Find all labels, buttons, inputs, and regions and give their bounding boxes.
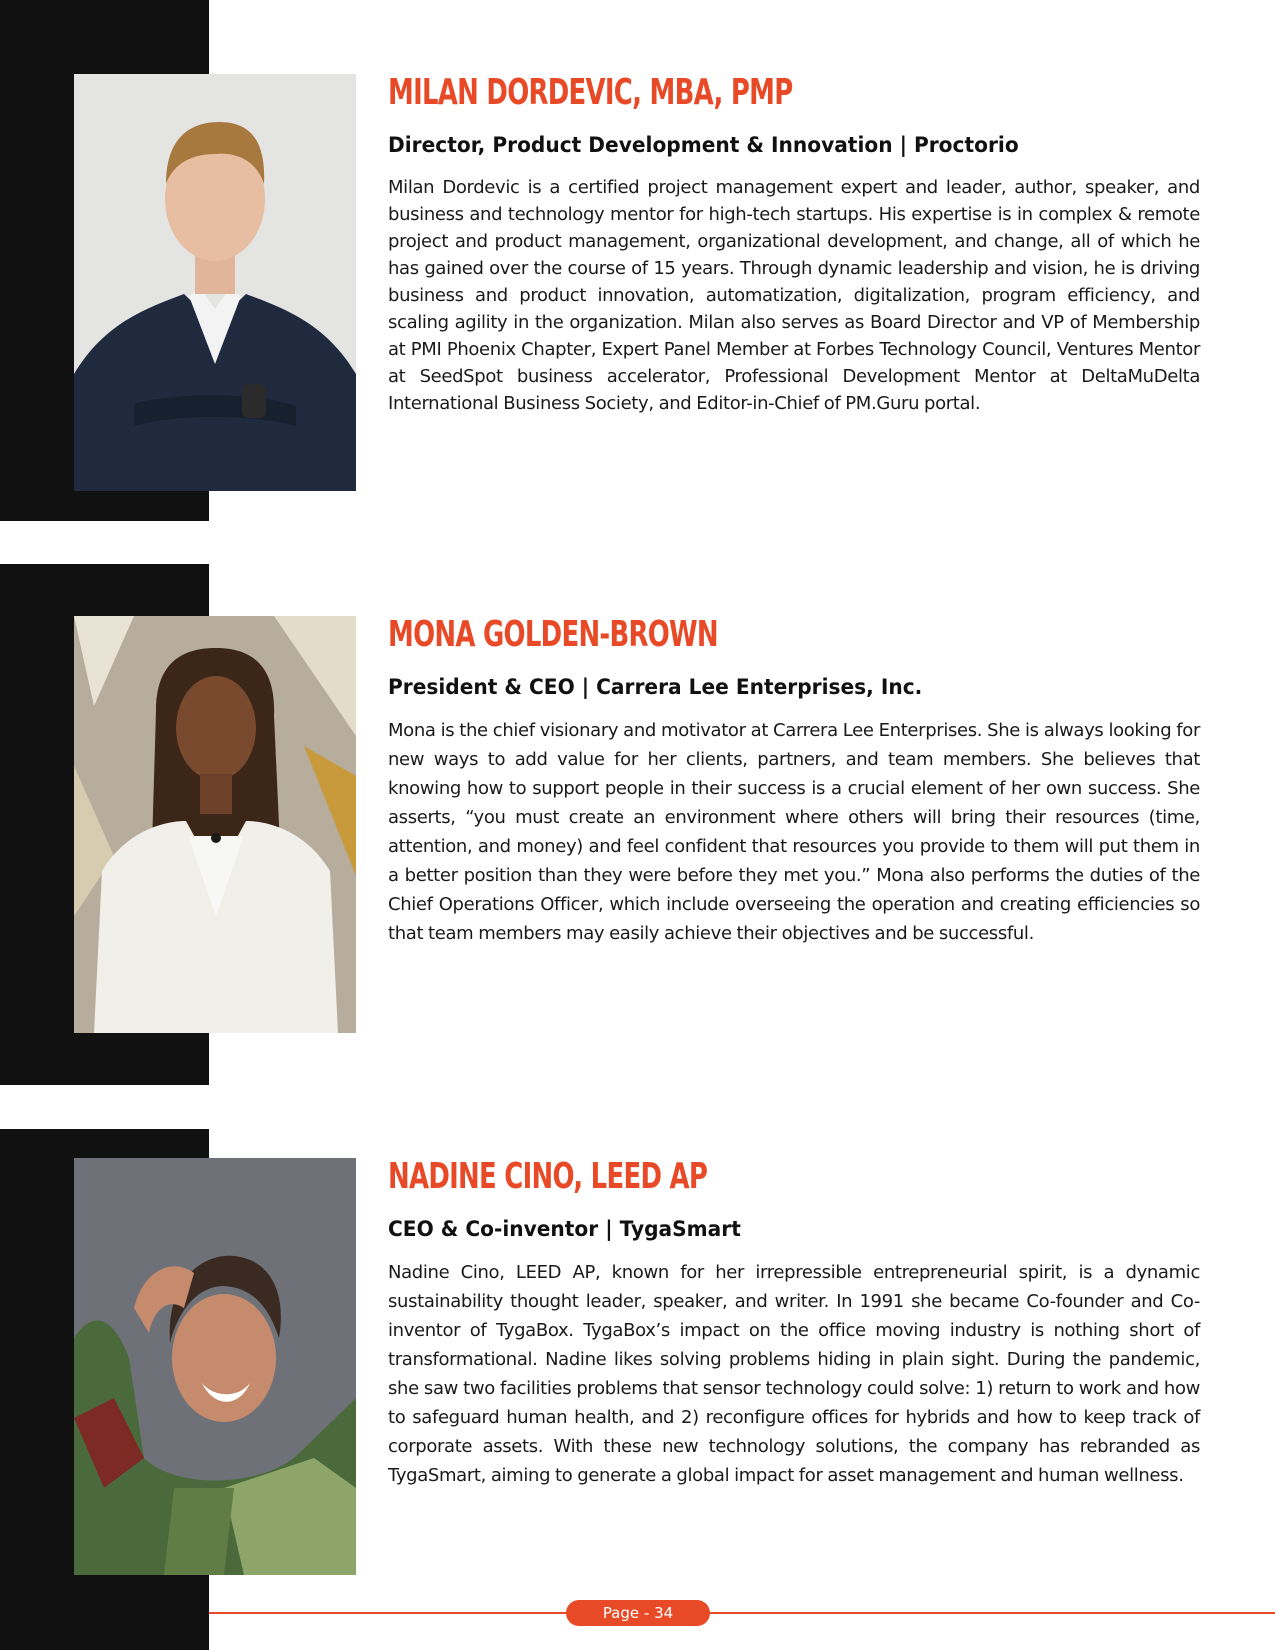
profile-role: CEO & Co-inventor | TygaSmart: [388, 1217, 741, 1241]
profile-role: Director, Product Development & Innovation | Proctorio: [388, 133, 1019, 157]
profile-name: NADINE CINO, LEED AP: [388, 1156, 708, 1197]
footer-divider: [209, 1612, 1275, 1614]
profile-milan-dordevic: [388, 70, 1200, 417]
profile-name: MONA GOLDEN-BROWN: [388, 614, 718, 655]
profile-name: MILAN DORDEVIC, MBA, PMP: [388, 72, 793, 113]
profile-bio: Mona is the chief visionary and motivator at Carrera Lee Enterprises. She is always looking for new ways to add value for her clients, partners, and team members. She believes that knowing how to support people in their success is a crucial element of her own success. She asserts, “you must create an environment where others will bring their resources (time, attention, and money) and feel confident that resources you provide to them will put them in a better position than they were before they met you.” Mona also performs the duties of the Chief Operations Officer, which include overseeing the operation and creating efficiencies so that team members may easily achieve their objectives and be successful.: [388, 720, 1200, 944]
page-number-badge: Page - 34: [566, 1600, 710, 1626]
nadine-cino-photo: [74, 1158, 356, 1575]
profile-role: President & CEO | Carrera Lee Enterprises, Inc.: [388, 675, 923, 699]
mona-golden-brown-photo: [74, 616, 356, 1033]
milan-dordevic-photo: [74, 74, 356, 491]
profile-bio: Nadine Cino, LEED AP, known for her irrepressible entrepreneurial spirit, is a dynamic sustainability thought leader, speaker, and writer. In 1991 she became Co-founder and Co-inventor of TygaBox. TygaBox’s impact on the office moving industry is nothing short of transformational. Nadine likes solving problems hiding in plain sight. During the pandemic, she saw two facilities problems that sensor technology could solve: 1) return to work and how to safeguard human health, and 2) reconfigure offices for hybrids and how to keep track of corporate assets. With these new technology solutions, the company has rebranded as TygaSmart, aiming to generate a global impact for asset management and human wellness.: [388, 1262, 1200, 1486]
profile-bio: Milan Dordevic is a certified project management expert and leader, author, speaker, and business and technology mentor for high-tech startups. His expertise is in complex & remote project and product management, organizational development, and change, all of which he has gained over the course of 15 years. Through dynamic leadership and vision, he is driving business and product innovation, automatization, digitalization, program efficiency, and scaling agility in the organization. Milan also serves as Board Director and VP of Membership at PMI Phoenix Chapter, Expert Panel Member at Forbes Technology Council, Ventures Mentor at SeedSpot business accelerator, Professional Development Mentor at DeltaMuDelta International Business Society, and Editor-in-Chief of PM.Guru portal.: [388, 177, 1200, 414]
profile-nadine-cino: [388, 1154, 1200, 1490]
profile-mona-golden-brown: [388, 612, 1200, 948]
